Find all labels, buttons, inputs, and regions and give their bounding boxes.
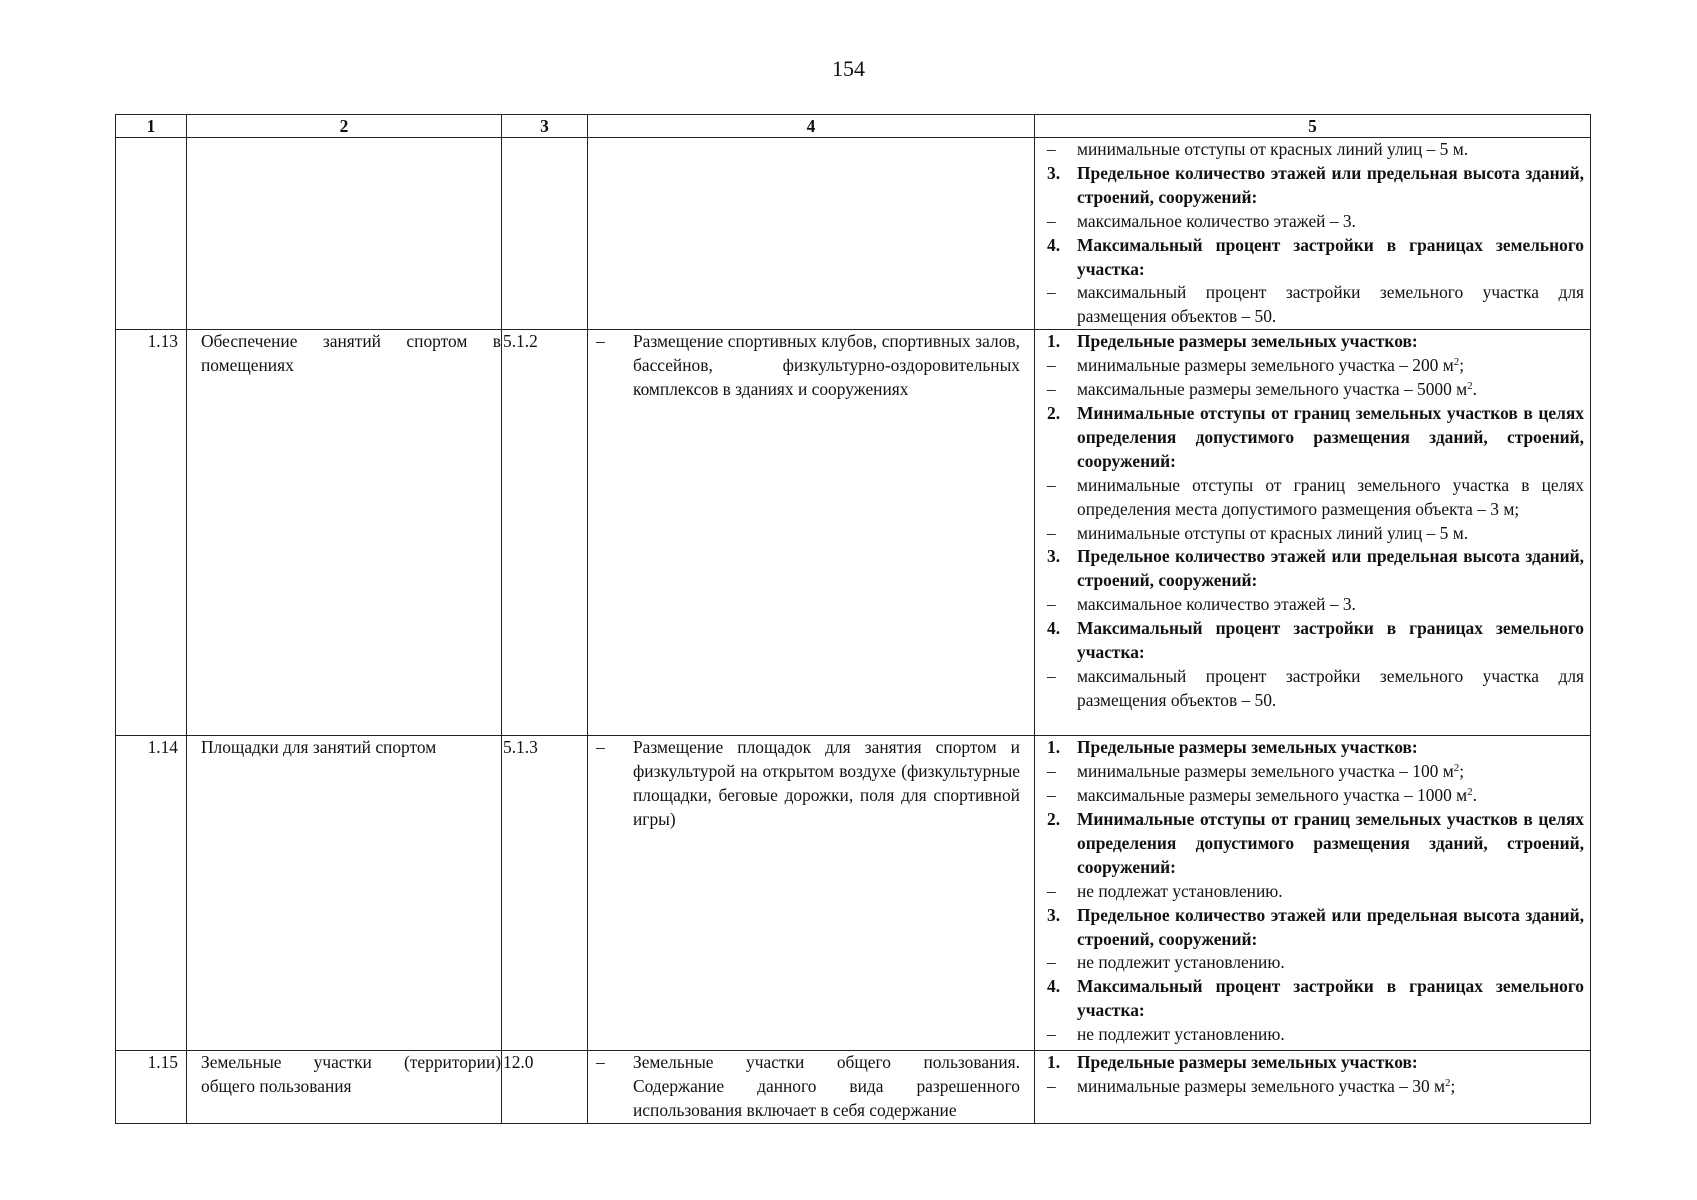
- param-text-wrap: [1077, 880, 1584, 904]
- param-text-wrap: [1077, 522, 1584, 546]
- param-tail: ;: [1459, 761, 1465, 782]
- param-marker: –: [1047, 355, 1056, 376]
- params-cell: [1035, 330, 1591, 736]
- param-tail: .: [1472, 379, 1477, 400]
- param-item: [1047, 784, 1584, 808]
- param-marker: –: [1047, 761, 1056, 782]
- param-marker: –: [1047, 210, 1056, 231]
- param-text: Предельное количество этажей или предельная высота зданий, строений, сооружений:: [1077, 162, 1584, 207]
- param-text: не подлежит установлению.: [1077, 952, 1285, 973]
- param-text-wrap: [1077, 784, 1584, 808]
- param-text: максимальный процент застройки земельного участка для размещения объектов – 50.: [1077, 282, 1584, 327]
- param-text-wrap: [1077, 474, 1584, 522]
- param-text: Предельные размеры земельных участков:: [1077, 331, 1418, 352]
- param-text-wrap: [1077, 904, 1584, 952]
- param-text-wrap: [1077, 281, 1584, 329]
- param-text: минимальные отступы от границ земельного участка в целях определения места допустимого размещения объекта – 3 м;: [1077, 474, 1584, 519]
- use-code: 5.1.2: [502, 330, 588, 736]
- param-item: [1047, 354, 1584, 378]
- param-marker: –: [1047, 880, 1056, 901]
- param-heading: [1047, 330, 1584, 354]
- empty-cell: [502, 138, 588, 330]
- param-text-wrap: [1077, 593, 1584, 617]
- param-marker: 3.: [1047, 546, 1061, 567]
- empty-cell: [588, 138, 1035, 330]
- param-heading: [1047, 162, 1584, 210]
- param-text-wrap: [1077, 1051, 1584, 1075]
- regulations-table: [115, 114, 1591, 1124]
- param-text-wrap: [1077, 1023, 1584, 1047]
- param-item: [1047, 522, 1584, 546]
- param-text: минимальные размеры земельного участка – 200 м: [1077, 355, 1454, 376]
- row-number: 1.15: [116, 1051, 187, 1124]
- param-item: [1047, 281, 1584, 329]
- param-item: [1047, 474, 1584, 522]
- param-item: [1047, 665, 1584, 713]
- use-name: Площадки для занятий спортом: [187, 736, 502, 1051]
- param-text: не подлежат установлению.: [1077, 880, 1283, 901]
- param-text: Предельное количество этажей или предельная высота зданий, строений, сооружений:: [1077, 904, 1584, 949]
- param-text-wrap: [1077, 760, 1584, 784]
- param-text-wrap: [1077, 975, 1584, 1023]
- param-text: минимальные размеры земельного участка – 30 м: [1077, 1076, 1446, 1097]
- param-text: Предельные размеры земельных участков:: [1077, 737, 1418, 758]
- param-text: минимальные размеры земельного участка – 100 м: [1077, 761, 1454, 782]
- param-text: Максимальный процент застройки в границах земельного участка:: [1077, 234, 1584, 279]
- param-heading: [1047, 904, 1584, 952]
- description-dash: –: [596, 737, 605, 758]
- table-row: [116, 330, 1591, 736]
- param-heading: [1047, 545, 1584, 593]
- param-marker: –: [1047, 379, 1056, 400]
- param-text: максимальные размеры земельного участка – 1000 м: [1077, 785, 1468, 806]
- param-text-wrap: [1077, 378, 1584, 402]
- param-text-wrap: [1077, 402, 1584, 474]
- param-marker: –: [1047, 952, 1056, 973]
- superscript: 2: [1467, 786, 1473, 799]
- row-number: 1.13: [116, 330, 187, 736]
- param-heading: [1047, 402, 1584, 474]
- param-text: минимальные отступы от красных линий улиц – 5 м.: [1077, 522, 1469, 543]
- param-marker: –: [1047, 282, 1056, 303]
- param-text-wrap: [1077, 210, 1584, 234]
- use-name: Земельные участки (территории) общего пользования: [187, 1051, 502, 1124]
- param-marker: 1.: [1047, 1052, 1061, 1073]
- param-item: [1047, 760, 1584, 784]
- description-line: [596, 736, 1020, 832]
- param-tail: ;: [1459, 355, 1465, 376]
- table-row: [116, 1051, 1591, 1124]
- row-number: 1.14: [116, 736, 187, 1051]
- param-marker: –: [1047, 139, 1056, 159]
- param-item: [1047, 1075, 1584, 1099]
- description-cell: [588, 1051, 1035, 1124]
- param-text-wrap: [1077, 162, 1584, 210]
- column-header-4: 4: [588, 115, 1035, 138]
- param-item: [1047, 210, 1584, 234]
- param-text-wrap: [1077, 665, 1584, 713]
- description-text: Размещение спортивных клубов, спортивных залов, бассейнов, физкультурно-оздоровительных комплексов в зданиях и сооружениях: [633, 331, 1020, 400]
- param-marker: –: [1047, 785, 1056, 806]
- param-heading: [1047, 234, 1584, 282]
- param-heading: [1047, 975, 1584, 1023]
- param-text: Предельные размеры земельных участков:: [1077, 1052, 1418, 1073]
- column-header-1: 1: [116, 115, 187, 138]
- use-code: 12.0: [502, 1051, 588, 1124]
- param-text: максимальное количество этажей – 3.: [1077, 210, 1356, 231]
- param-heading: [1047, 736, 1584, 760]
- param-text: не подлежит установлению.: [1077, 1024, 1285, 1045]
- param-text-wrap: [1077, 736, 1584, 760]
- param-heading: [1047, 1051, 1584, 1075]
- superscript: 2: [1467, 380, 1473, 393]
- param-marker: 2.: [1047, 402, 1061, 423]
- param-text-wrap: [1077, 951, 1584, 975]
- use-name: Обеспечение занятий спортом в помещениях: [187, 330, 502, 736]
- empty-cell: [187, 138, 502, 330]
- page-number: 154: [832, 56, 865, 81]
- superscript: 2: [1453, 356, 1460, 369]
- param-text-wrap: [1077, 1075, 1584, 1099]
- param-text: Предельное количество этажей или предельная высота зданий, строений, сооружений:: [1077, 546, 1584, 591]
- param-tail: ;: [1450, 1076, 1456, 1097]
- empty-cell: [116, 138, 187, 330]
- param-marker: –: [1047, 522, 1056, 543]
- param-text: Максимальный процент застройки в границах земельного участка:: [1077, 618, 1584, 663]
- param-text: Максимальный процент застройки в границах земельного участка:: [1077, 976, 1584, 1021]
- param-marker: 3.: [1047, 904, 1061, 925]
- column-header-5: 5: [1035, 115, 1591, 138]
- param-marker: –: [1047, 1024, 1056, 1045]
- param-text: минимальные отступы от красных линий улиц – 5 м.: [1077, 139, 1469, 159]
- param-marker: 1.: [1047, 737, 1061, 758]
- param-marker: –: [1047, 594, 1056, 615]
- param-tail: .: [1472, 785, 1477, 806]
- param-text: Минимальные отступы от границ земельных участков в целях определения допустимого размещения зданий, строений, сооружений:: [1077, 402, 1584, 471]
- table-row: [116, 736, 1591, 1051]
- description-cell: [588, 736, 1035, 1051]
- description-text: Земельные участки общего пользования. Содержание данного вида разрешенного использования включает в себя содержание: [633, 1052, 1020, 1121]
- param-text-wrap: [1077, 234, 1584, 282]
- param-text-wrap: [1077, 330, 1584, 354]
- param-text: максимальные размеры земельного участка – 5000 м: [1077, 379, 1468, 400]
- column-header-3: 3: [502, 115, 588, 138]
- params-cell: [1035, 1051, 1591, 1124]
- param-item: [1047, 138, 1584, 162]
- param-text-wrap: [1077, 545, 1584, 593]
- description-cell: [588, 330, 1035, 736]
- param-marker: 3.: [1047, 162, 1061, 183]
- param-text: Минимальные отступы от границ земельных участков в целях определения допустимого размещения зданий, строений, сооружений:: [1077, 808, 1584, 877]
- table-row-continuation: [116, 138, 1591, 330]
- param-heading: [1047, 617, 1584, 665]
- description-line: [596, 330, 1020, 402]
- param-item: [1047, 593, 1584, 617]
- param-text: максимальный процент застройки земельного участка для размещения объектов – 50.: [1077, 665, 1584, 710]
- description-dash: –: [596, 1052, 605, 1073]
- description-text: Размещение площадок для занятия спортом и физкультурой на открытом воздухе (физкультурные площадки, беговые дорожки, поля для спортивной игры): [633, 737, 1020, 829]
- param-item: [1047, 1023, 1584, 1047]
- description-line: [596, 1051, 1020, 1123]
- param-item: [1047, 880, 1584, 904]
- param-text-wrap: [1077, 808, 1584, 880]
- params-cell: [1035, 138, 1591, 330]
- params-cell: [1035, 736, 1591, 1051]
- param-text: максимальное количество этажей – 3.: [1077, 594, 1356, 615]
- param-text-wrap: [1077, 138, 1584, 162]
- param-marker: –: [1047, 474, 1056, 495]
- column-header-2: 2: [187, 115, 502, 138]
- superscript: 2: [1453, 762, 1460, 775]
- param-heading: [1047, 808, 1584, 880]
- param-item: [1047, 951, 1584, 975]
- param-text-wrap: [1077, 354, 1584, 378]
- param-marker: 2.: [1047, 808, 1061, 829]
- superscript: 2: [1445, 1077, 1451, 1090]
- param-item: [1047, 378, 1584, 402]
- param-marker: 4.: [1047, 618, 1061, 639]
- header-row: [116, 115, 1591, 138]
- param-marker: 1.: [1047, 331, 1061, 352]
- param-text-wrap: [1077, 617, 1584, 665]
- use-code: 5.1.3: [502, 736, 588, 1051]
- description-dash: –: [596, 331, 605, 352]
- param-marker: 4.: [1047, 234, 1061, 255]
- param-marker: 4.: [1047, 976, 1061, 997]
- param-marker: –: [1047, 665, 1056, 686]
- param-marker: –: [1047, 1076, 1056, 1097]
